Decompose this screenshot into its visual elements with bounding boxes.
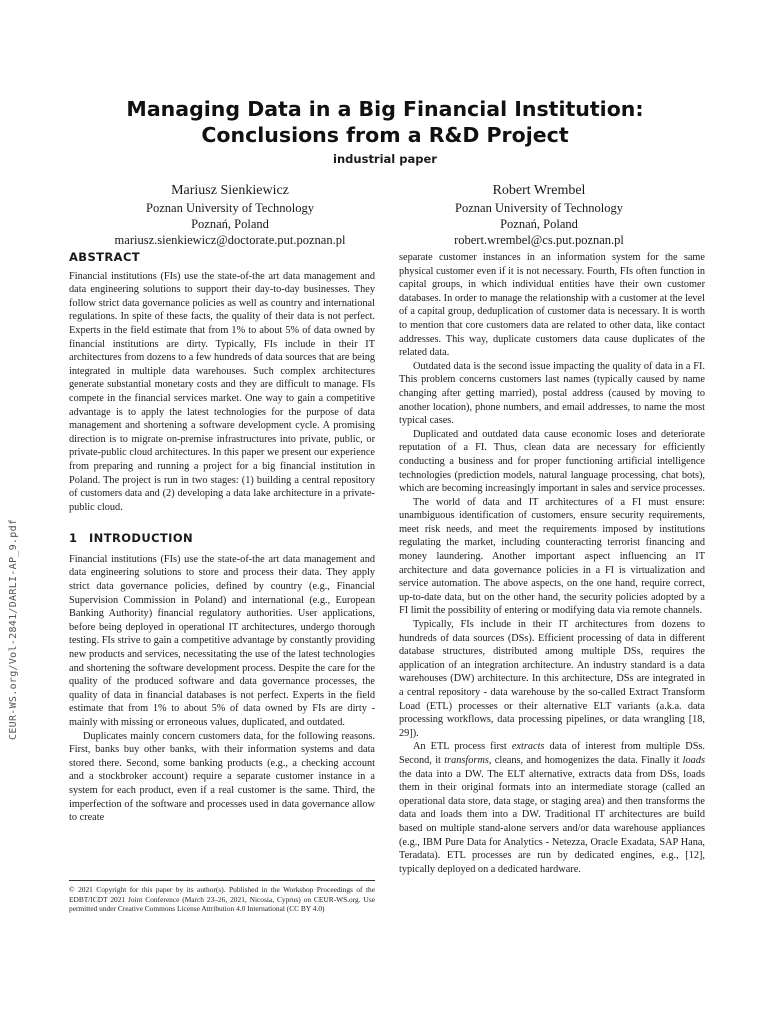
body-paragraph-5: Typically, FIs include in their IT architectures from dozens to hundreds of data sources (DSs). Efficient processing of data in different database structures, distributed among multiple DSs, requires the application of an integration architecture. An industry standard is a data warehouses (DW) architecture. In this architecture, DSs are integrated in a central repository - data warehouse by the so-called Extract Transform Load (ETL) processes or their alternative ELT variants (a.k.a. data processing workflows, data processing pipelines, or data wrangling [18, 29]). <box>399 619 705 739</box>
side-identifier <box>6 518 22 748</box>
section-heading-introduction <box>69 532 375 546</box>
emphasis-transforms: transforms <box>444 754 489 766</box>
side-identifier-text: CEUR-WS.org/Vol-2841/DARLI-AP_9.pdf <box>8 518 19 740</box>
abstract-heading: ABSTRACT <box>69 250 141 264</box>
text-run: the data into a DW. The ELT alternative, extracts data from DSs, loads them in their original formats into an intermediate storage (called an operational data store, data stage, or staging area) and then transforms the data and loads them into a DW. Traditional IT architectures are build based on multiple stand-alone servers and/or data warehouse appliances (e.g., IBM Pure Data for Analytics - Netezza, Oracle Exadata, SAP Hana, Teradata). ETL processes are run by dedicated engines, e.g., [12], typically deployed on a dedicated hardware. <box>399 768 705 875</box>
body-paragraph-2: Outdated data is the second issue impacting the quality of data in a FI. This problem concerns customers last names (typically caused by name changing after getting married), postal address (caused by moving to another location), phone numbers, and email addresses, to name the most typical cases. <box>399 360 705 427</box>
section-title: INTRODUCTION <box>89 531 194 546</box>
author-name: Mariusz Sienkiewicz <box>171 183 289 198</box>
body-paragraph-3: Duplicated and outdated data cause economic loses and deteriorate reputation of a FI. Thus, clean data are necessary for efficiently conducting a business and for proper functioning artificial intelligence technologies (prediction models, natural language processing, chat bots), which are becoming increasingly important in sales and service processes. <box>399 428 705 495</box>
emphasis-extracts: extracts <box>511 741 545 753</box>
text-run: An ETL process first <box>413 741 512 753</box>
body-paragraph-4: The world of data and IT architectures of a FI must ensure: unambiguous identification of customers, ensure security requirements, meet risk needs, and meet the requirements imposed by institutions regulating the market, including counteracting terrorist financing and money laundering. Another important aspect influencing an IT architecture and data governance policies in a FI is virtualization and service automation. The above aspects, on the one hand, require correct, up-to-date data, but on the other hand, the security policies adopted by a FI limit the possibility of entering or modifying data via remote channels. <box>399 496 705 617</box>
author-email[interactable]: robert.wrembel@cs.put.poznan.pl <box>454 233 624 247</box>
title-line-1: Managing Data in a Big Financial Institution: <box>126 97 644 121</box>
author-email[interactable]: mariusz.sienkiewicz@doctorate.put.poznan.pl <box>114 233 346 247</box>
abstract-text: Financial institutions (FIs) use the state-of-the art data management and data engineering solutions to support their day-to-day businesses. They follow strict data governance policies as well as country and international regulations. In spite of these facts, the quality of their data is not perfect. Experts in the field estimate that from 1% to about 5% of data owned by financial institutions are dirty. Typically, FIs include in their IT architectures from dozens to a few hundreds of data sources that are being integrated in multiple data warehouses. Such complex architectures generate substantial monetary costs and they are difficult to manage. FIs compete in the financial services market. One way to gain a competitive advantage is to apply the latest technologies for the purpose of data management and shortening a software development cycle. A promising direction is to migrate on-premise infrastructures into private, public, or private-public cloud architectures. In this paper we present our experience from preparing and running a project for a big financial institution in Poland. The project is run in two stages: (1) building a central repository of customers data and (2) developing a data lake architecture in a private-public cloud. <box>69 270 375 513</box>
emphasis-loads: loads <box>682 754 705 766</box>
right-column <box>399 251 705 876</box>
author-affiliation: Poznan University of Technology <box>146 201 314 215</box>
title-line-2: Conclusions from a R&D Project <box>201 123 569 147</box>
body-paragraph-1: separate customer instances in an information system for the same physical customer even if it is not necessary. Fourth, FIs often function in capital groups, in which individual entities have their own customer databases. In order to manage the relationship with a customer at the level of a capital group, deduplication of customer data is necessary. It is worth to mention that core customers data are related to other data, like contact addresses. This way, duplicate customers data cause duplicates of the related data. <box>399 252 705 359</box>
intro-paragraph-2: Duplicates mainly concern customers data, for the following reasons. First, banks buy other banks, with their information systems and data stored there. Second, some banking products (e.g., a checking account and a stockbroker account) require a separate customer instance in a system for each product, even if a real customer is the same. Third, the imperfection of the software and processes used in data governance allow to create <box>69 730 375 824</box>
text-run: , cleans, and homogenizes the data. Finally it <box>488 754 683 766</box>
intro-paragraph-1: Financial institutions (FIs) use the state-of-the art data management and data engineering solutions to store and process their data. They apply strict data governance policies, defined by country (e.g., Financial Supervision Commission in Poland) and international (e.g., European Banking Authority) financial regulatory authorities. User applications, before being deployed in operational IT architectures, undergo thorough testing. FIs strive to gain a competitive advantage by constantly providing new products and services, necessitating the use of the latest technologies and shortening the software development process. Despite the care for the quality of the produced software and data governance processes, the quality of data in financial databases is not perfect. Experts in the field estimate that from 1% to about 5% of data owned by FIs are dirty - mainly with missing or erroneous values, duplicated, and outdated. <box>69 553 375 728</box>
author-location: Poznań, Poland <box>500 217 578 231</box>
paper-type: industrial paper <box>333 152 437 166</box>
author-affiliation: Poznan University of Technology <box>455 201 623 215</box>
section-number: 1 <box>69 531 78 546</box>
paper-title <box>70 96 700 148</box>
text-run: data of interest from multiple DSs. Second, it <box>399 741 706 766</box>
left-column <box>69 251 375 825</box>
author-block <box>389 181 689 248</box>
author-block <box>80 181 380 248</box>
author-name: Robert Wrembel <box>492 183 586 198</box>
author-location: Poznań, Poland <box>191 217 269 231</box>
copyright-footnote: © 2021 Copyright for this paper by its author(s). Published in the Workshop Proceedings of the EDBT/ICDT 2021 Joint Conference (March 23–26, 2021, Nicosia, Cyprus) on CEUR-WS.org. Use permitted under Creative Commons License Attribution 4.0 International (CC BY 4.0) <box>69 880 375 914</box>
body-paragraph-6 <box>399 740 705 876</box>
